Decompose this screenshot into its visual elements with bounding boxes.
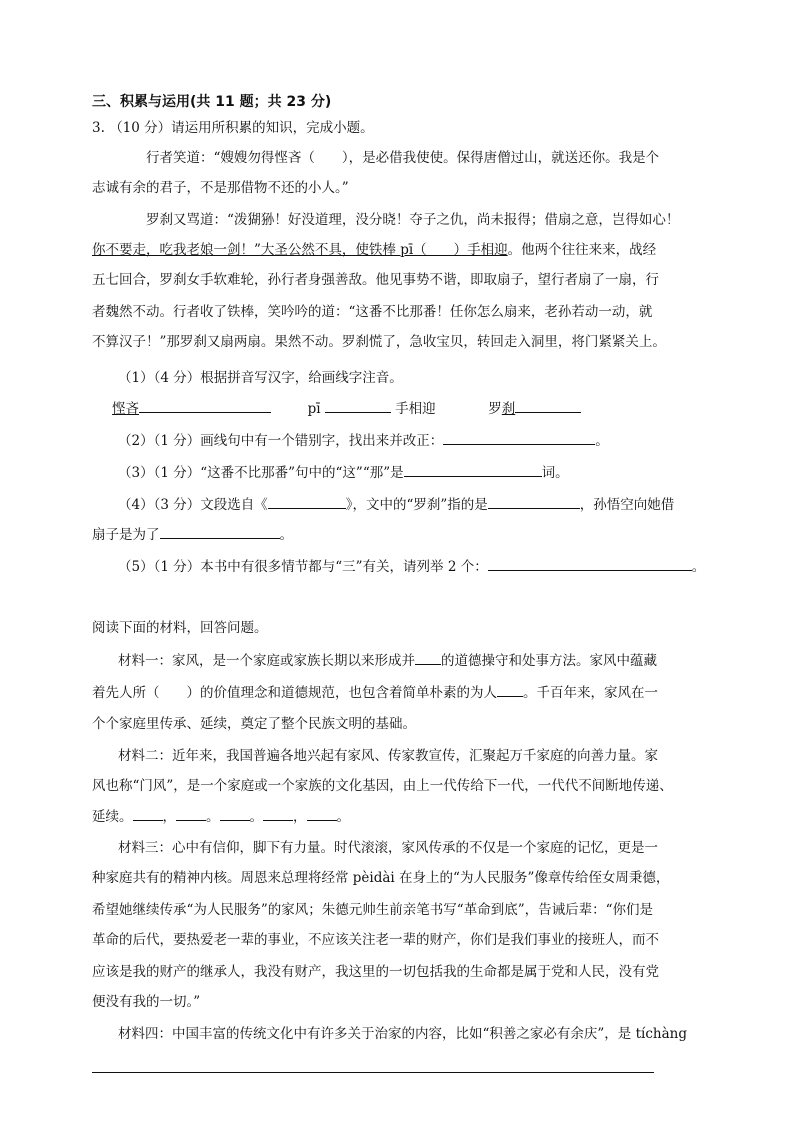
passage-line: 罗刹又骂道：“泼猢狲！好没道理，没分晓！夺子之仇，尚未报得；借扇之意，岂得如心！ [146, 212, 680, 228]
material-line: 材料四：中国丰富的传统文化中有许多关于治家的内容，比如“积善之家必有余庆”，是 tíchàng [118, 1026, 687, 1042]
answer-blank[interactable] [443, 430, 595, 445]
answer-blank[interactable] [488, 494, 580, 509]
passage-text: 。他两个往往来来，战经 [507, 242, 657, 258]
material-line [118, 650, 657, 671]
material-text: 。 [336, 809, 350, 825]
pinyin-item-c-underlined: 刹 [501, 401, 516, 417]
section-heading: 三、积累与运用(共 11 题；共 23 分) [92, 94, 332, 110]
material-text: ， [293, 809, 307, 825]
material-line: 便没有我的一切。” [92, 994, 201, 1010]
material-text: 。 [206, 809, 220, 825]
material-text: 的道德操守和处事方法。家风中蕴藏 [441, 653, 657, 669]
material-line: 风也称“门风”，是一个家庭或一个家族的文化基因，由上一代传给下一代，一代代不间断地传递、 [92, 778, 673, 794]
sub-question-2-label: （2）（1 分）画线句中有一个错别字，找出来并改正： [118, 433, 444, 449]
question-number: 3. [92, 120, 105, 136]
sub-question-4-text: ，孙悟空向她借 [579, 497, 675, 513]
sub-question-3-end: 词。 [541, 465, 569, 481]
material-line [92, 682, 658, 703]
question-points: （10 分） [109, 120, 172, 136]
passage-line: 行者笑道：“嫂嫂勿得悭吝（ ），是必借我使使。保得唐僧过山，就送还你。我是个 [146, 150, 660, 166]
question-text: 请运用所积累的知识，完成小题。 [171, 120, 374, 136]
answer-blank[interactable] [488, 556, 692, 571]
answer-blank[interactable] [263, 806, 293, 821]
answer-blank[interactable] [404, 462, 542, 477]
pinyin-item-a: 悭吝 [112, 401, 139, 417]
underlined-sentence: 你不要走，吃我老娘一剑！”大圣公然不具，使铁棒 pī（ ）手相迎 [92, 242, 508, 258]
passage-line: 五七回合，罗刹女手软难轮，孙行者身强善敌。他见事势不谐，即取扇子，望行者扇了一扇，行 [92, 272, 659, 288]
material-text: 。 [249, 809, 263, 825]
answer-blank[interactable] [515, 398, 581, 413]
sub-question-4-end: 。 [279, 527, 293, 543]
answer-blank[interactable] [160, 524, 280, 539]
sub-question-4-text: 》，文中的“罗刹”指的是 [345, 497, 488, 513]
pinyin-item-b-tail: 手相迎 [395, 401, 436, 417]
passage-line: 志诚有余的君子，不是那借物不还的小人。” [92, 180, 349, 196]
sub-question-1: （1）（4 分）根据拼音写汉字，给画线字注音。 [118, 370, 403, 386]
answer-blank[interactable] [139, 398, 271, 413]
answer-blank[interactable] [307, 806, 337, 821]
material-text: ， [162, 809, 176, 825]
material-line: 种家庭共有的精神内核。周恩来总理将经常 pèidài 在身上的“为人民服务”像章传给侄女周秉德， [92, 870, 670, 886]
sub-question-4-label: （4）（3 分）文段选自《 [118, 497, 268, 513]
answer-blank[interactable] [133, 806, 163, 821]
material-line: 革命的后代，要热爱老一辈的事业，不应该关注老一辈的财产，你们是我们事业的接班人，而不 [92, 932, 659, 948]
sub-question-4 [118, 494, 674, 515]
material-line: 个个家庭里传承、延续，奠定了整个民族文明的基础。 [92, 716, 416, 732]
sub-question-5-label: （5）（1 分）本书中有很多情节都与“三”有关，请列举 2 个： [118, 559, 488, 575]
answer-blank[interactable] [176, 806, 206, 821]
passage-line: 不算汉子！”那罗刹又扇两扇。果然不动。罗刹慌了，急收宝贝，转回走入洞里，将门紧紧关上。 [92, 334, 666, 350]
sub-question-4-text: 扇子是为了 [92, 527, 160, 543]
sub-question-5 [118, 556, 705, 577]
pinyin-item-c: 罗 [488, 401, 502, 417]
pinyin-item-b: pī [307, 401, 321, 417]
sub-question-2-end: 。 [595, 433, 609, 449]
material-line [92, 806, 350, 827]
sub-question-1-answers [112, 398, 581, 419]
material-text: 。千百年来，家风在一 [523, 685, 658, 701]
answer-blank[interactable] [415, 650, 441, 665]
material-line: 材料二：近年来，我国普遍各地兴起有家风、传家教宣传，汇聚起万千家庭的向善力量。家 [118, 748, 658, 764]
material-line: 希望她继续传承“为人民服务”的家风；朱德元帅生前亲笔书写“革命到底”，告诫后辈：“你们是 [92, 902, 654, 918]
reading-intro: 阅读下面的材料，回答问题。 [92, 620, 268, 636]
answer-blank[interactable] [497, 682, 523, 697]
answer-blank[interactable] [325, 398, 391, 413]
answer-blank[interactable] [220, 806, 250, 821]
passage-line: 者魏然不动。行者收了铁棒，笑吟吟的道：“这番不比那番！任你怎么扇来，老孙若动一动，就 [92, 304, 653, 320]
sub-question-3-label: （3）（1 分）“这番不比那番”句中的“这”“那”是 [118, 465, 404, 481]
material-text: 材料一：家风，是一个家庭或家族长期以来形成并 [118, 653, 415, 669]
material-text: 着先人所（ ）的价值理念和道德规范，也包含着简单朴素的为人 [92, 685, 497, 701]
answer-blank[interactable] [268, 494, 346, 509]
sub-question-3 [118, 462, 569, 483]
question-3-prompt [92, 118, 374, 138]
material-line: 应该是我的财产的继承人，我没有财产，我这里的一切包括我的生命都是属于党和人民，没有党 [92, 964, 659, 980]
passage-line [92, 240, 656, 260]
sub-question-2 [118, 430, 609, 451]
sub-question-4-cont [92, 524, 293, 545]
footer-rule [92, 1072, 654, 1073]
sub-question-5-end: 。 [691, 559, 706, 575]
material-text: 延续。 [92, 809, 133, 825]
material-line: 材料三：心中有信仰，脚下有力量。时代滚滚，家风传承的不仅是一个家庭的记忆，更是一 [118, 840, 658, 856]
